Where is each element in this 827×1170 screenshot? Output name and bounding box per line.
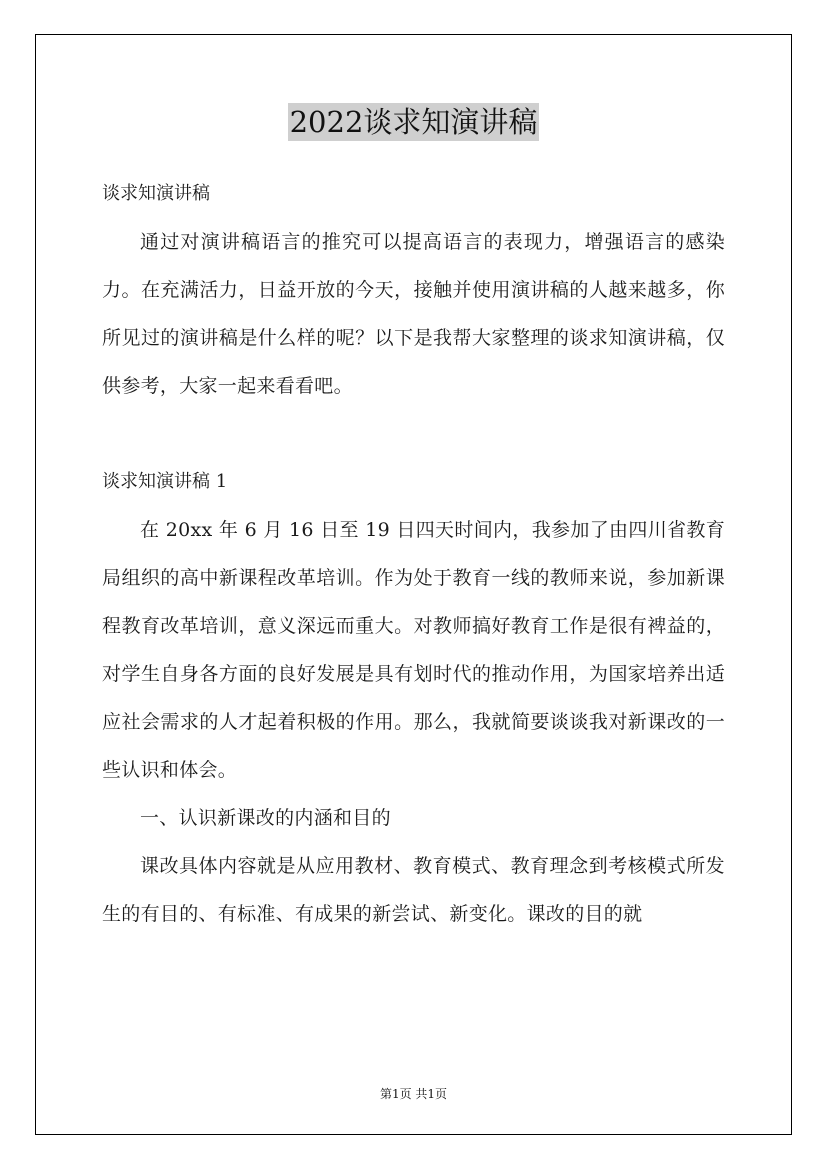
intro-paragraph: 通过对演讲稿语言的推究可以提高语言的表现力，增强语言的感染力。在充满活力，日益开放的今天，接触并使用演讲稿的人越来越多，你所见过的演讲稿是什么样的呢？以下是我帮大家整理的谈求知演讲稿，仅供参考，大家一起来看看吧。 [102,231,725,397]
page-footer: 第1页 共1页 [379,1087,448,1101]
paragraph-gap [102,410,725,458]
intro-heading: 谈求知演讲稿 [102,183,210,204]
title-container [0,103,827,141]
section1-paragraph1: 在 20xx 年 6 月 16 日至 19 日四天时间内，我参加了由四川省教育局组织的高中新课程改革培训。作为处于教育一线的教师来说，参加新课程教育改革培训，意义深远而重大。对教师搞好教育工作是很有裨益的，对学生自身各方面的良好发展是具有划时代的推动作用，为国家培养出适应社会需求的人才起着积极的作用。那么，我就简要谈谈我对新课改的一些认识和体会。 [102,519,725,781]
section1-heading: 谈求知演讲稿 1 [102,471,228,492]
document-body [102,170,725,938]
section1-paragraph2: 课改具体内容就是从应用教材、教育模式、教育理念到考核模式所发生的有目的、有标准、有成果的新尝试、新变化。课改的目的就 [102,855,725,925]
document-title: 2022谈求知演讲稿 [289,105,538,139]
subheading1: 一、认识新课改的内涵和目的 [140,807,391,829]
